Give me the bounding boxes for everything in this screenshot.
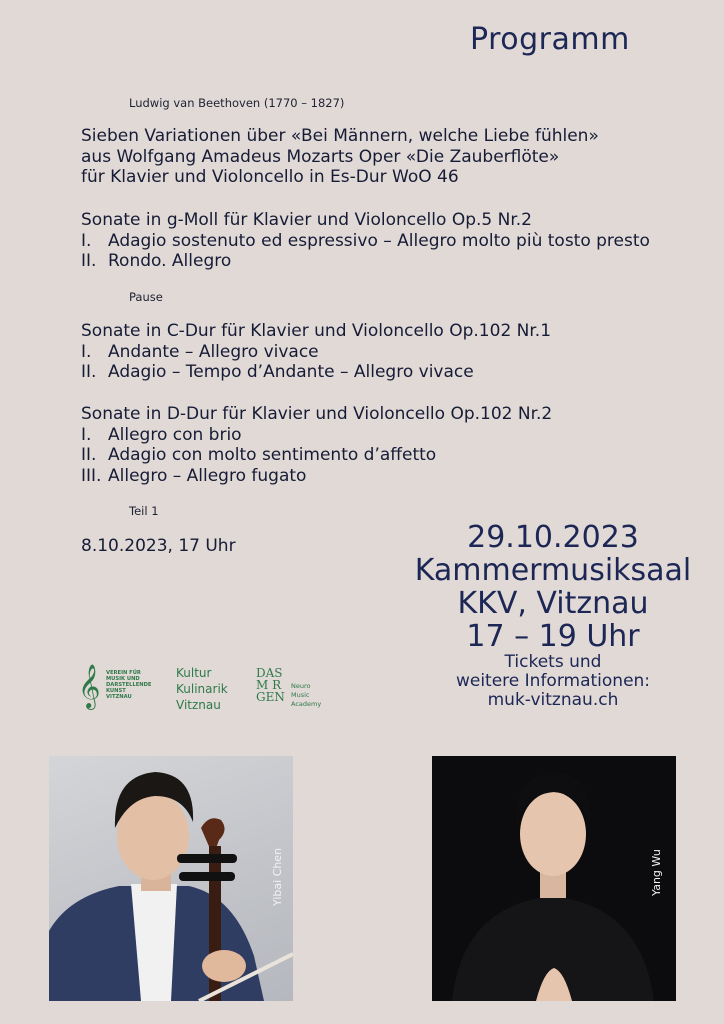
work-sonata-g-minor [81,210,650,272]
website-link[interactable]: muk-vitznau.ch [487,690,619,710]
event-time: 17 – 19 Uhr [466,619,640,654]
photo-caption-left: Yibai Chen [271,847,284,906]
movement [81,342,551,363]
movement-number: II. [81,251,97,271]
movement [81,231,650,252]
event-info [412,521,694,710]
event-location: KKV, Vitznau [457,586,649,621]
portrait-yang-wu [432,756,676,1001]
work-sonata-c-major [81,321,551,383]
work-line: aus Wolfgang Amadeus Mozarts Oper «Die Zauberflöte» [81,146,560,167]
movement-number: II. [81,362,97,382]
event-venue: Kammermusiksaal [414,553,692,588]
movement [81,466,552,487]
work-title: Sonate in C-Dur für Klavier und Violoncello Op.102 Nr.1 [81,321,552,341]
verein-logo [78,664,152,708]
verein-logo-text: VEREIN FÜR MUSIK UND DARSTELLENDE KUNST VITZNAU [106,670,152,700]
tickets-line: Tickets und [504,652,602,672]
work-line: für Klavier und Violoncello in Es-Dur WoO 46 [81,167,459,187]
movement [81,425,552,446]
movement-text: Adagio sostenuto ed espressivo – Allegro molto più tosto presto [108,230,650,251]
movement-text: Allegro con brio [108,424,242,445]
pianist-illustration [432,756,676,1001]
part-label: Teil 1 [129,504,159,518]
movement-number: I. [81,341,92,362]
movement [81,445,552,466]
neuro-music-academy-logo: Neuro Music Academy [291,682,322,708]
work-title: Sonate in D-Dur für Klavier und Violoncello Op.102 Nr.2 [81,404,553,424]
movement-text: Adagio con molto sentimento d’affetto [108,445,437,465]
movement-number: I. [81,230,92,251]
movement-text: Adagio – Tempo d’Andante – Allegro vivace [108,362,474,382]
movement-number: I. [81,424,92,445]
event-date: 29.10.2023 [467,520,639,555]
photo-caption-right: Yang Wu [650,849,663,896]
pause-label: Pause [129,290,163,304]
work-sonata-d-major [81,404,552,486]
movement-number: II. [81,445,97,465]
movement-text: Andante – Allegro vivace [108,341,319,362]
das-morgen-logo: DAS M R GEN [256,666,285,704]
treble-clef-icon: 𝄞 [78,664,101,708]
portrait-yibai-chen [49,756,293,1001]
work-title: Sonate in g-Moll für Klavier und Violoncello Op.5 Nr.2 [81,210,532,230]
movement [81,362,551,383]
page-title: Programm [470,22,630,57]
movement-number: III. [81,465,102,486]
cellist-illustration [49,756,293,1001]
composer-label: Ludwig van Beethoven (1770 – 1827) [129,96,345,110]
movement-text: Allegro – Allegro fugato [108,465,307,486]
part-date: 8.10.2023, 17 Uhr [81,536,236,556]
tickets-line: weitere Informationen: [455,671,651,691]
work-variations [81,126,599,188]
kultur-kulinarik-logo: Kultur Kulinarik Vitznau [176,666,228,712]
movement-text: Rondo. Allegro [108,251,232,271]
movement [81,251,650,272]
work-line: Sieben Variationen über «Bei Männern, welche Liebe fühlen» [81,126,599,146]
